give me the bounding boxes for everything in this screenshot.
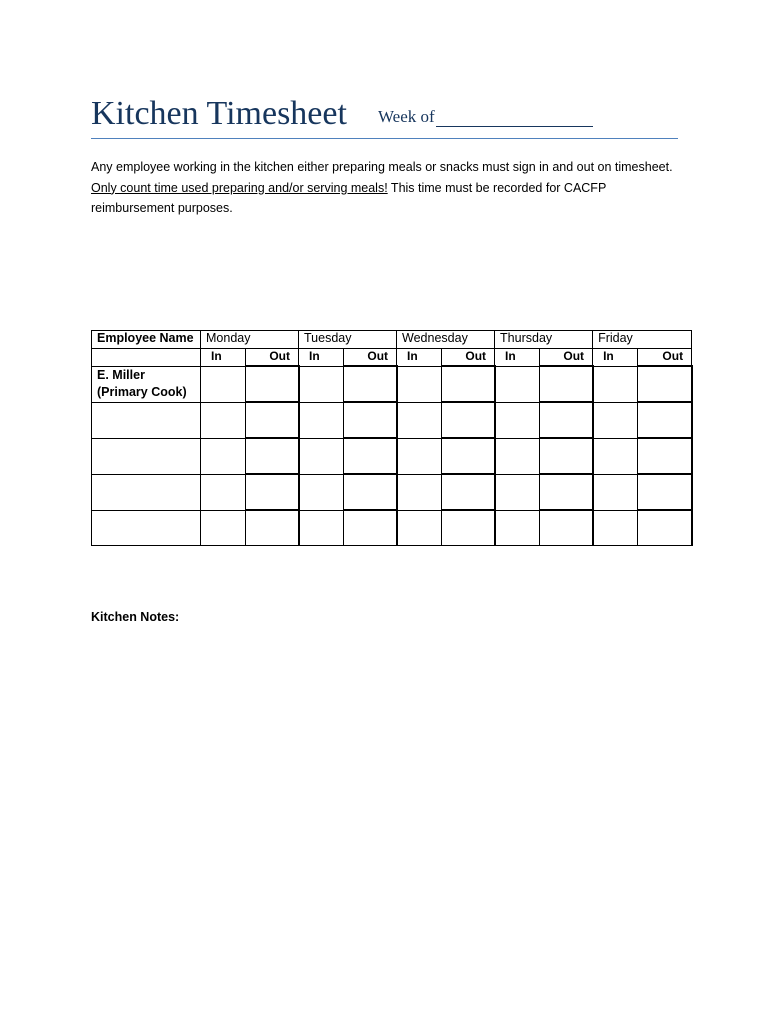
week-of-field [378, 107, 593, 127]
employee-name-header: Employee Name [92, 331, 201, 349]
blank-header-cell [92, 349, 201, 367]
time-out-cell[interactable] [638, 474, 692, 510]
time-out-cell[interactable] [246, 510, 299, 546]
time-out-cell[interactable] [246, 474, 299, 510]
time-in-cell[interactable] [397, 366, 442, 402]
timesheet-table [91, 330, 693, 546]
time-in-cell[interactable] [201, 474, 246, 510]
table-row [92, 402, 692, 438]
time-out-cell[interactable] [540, 510, 593, 546]
time-in-cell[interactable] [593, 438, 638, 474]
table-row [92, 474, 692, 510]
time-out-cell[interactable] [344, 510, 397, 546]
time-out-cell[interactable] [344, 438, 397, 474]
in-header: In [201, 349, 246, 367]
time-in-cell[interactable] [299, 510, 344, 546]
time-in-cell[interactable] [495, 510, 540, 546]
employee-name: E. Miller [97, 367, 145, 382]
time-out-cell[interactable] [442, 438, 495, 474]
time-out-cell[interactable] [344, 474, 397, 510]
time-in-cell[interactable] [201, 438, 246, 474]
week-of-blank-line[interactable] [436, 112, 593, 127]
time-in-cell[interactable] [201, 366, 246, 402]
time-out-cell[interactable] [442, 510, 495, 546]
time-out-cell[interactable] [442, 474, 495, 510]
time-out-cell[interactable] [344, 402, 397, 438]
page-title: Kitchen Timesheet [91, 95, 347, 132]
out-header: Out [442, 349, 495, 367]
time-out-cell[interactable] [442, 366, 495, 402]
instructions-paragraph [91, 157, 691, 219]
in-header: In [593, 349, 638, 367]
time-out-cell[interactable] [344, 366, 397, 402]
time-out-cell[interactable] [638, 366, 692, 402]
day-header-monday: Monday [201, 331, 299, 349]
time-in-cell[interactable] [299, 366, 344, 402]
out-header: Out [638, 349, 692, 367]
time-out-cell[interactable] [246, 402, 299, 438]
day-header-thursday: Thursday [495, 331, 593, 349]
out-header: Out [246, 349, 299, 367]
instructions-text-1: Any employee working in the kitchen either preparing meals or snacks must sign in and out on timesheet. [91, 160, 673, 174]
time-out-cell[interactable] [540, 402, 593, 438]
time-out-cell[interactable] [638, 438, 692, 474]
in-out-header-row [92, 349, 692, 367]
day-header-friday: Friday [593, 331, 692, 349]
table-row [92, 438, 692, 474]
time-in-cell[interactable] [397, 438, 442, 474]
time-out-cell[interactable] [540, 438, 593, 474]
instructions-text-2: This time must be recorded for CACFP reimbursement purposes. [91, 180, 607, 215]
time-in-cell[interactable] [593, 510, 638, 546]
employee-role: (Primary Cook) [97, 384, 187, 399]
employee-name-cell[interactable] [92, 366, 201, 402]
time-in-cell[interactable] [299, 474, 344, 510]
time-in-cell[interactable] [495, 438, 540, 474]
time-out-cell[interactable] [246, 366, 299, 402]
out-header: Out [540, 349, 593, 367]
time-in-cell[interactable] [495, 402, 540, 438]
table-row [92, 510, 692, 546]
out-header: Out [344, 349, 397, 367]
employee-name-cell[interactable] [92, 402, 201, 438]
document-header [91, 92, 678, 139]
employee-name-cell[interactable] [92, 438, 201, 474]
instructions-underlined-text: Only count time used preparing and/or serving meals! [91, 180, 388, 195]
time-out-cell[interactable] [442, 402, 495, 438]
in-header: In [397, 349, 442, 367]
time-out-cell[interactable] [246, 438, 299, 474]
week-of-label: Week of [378, 107, 435, 126]
kitchen-notes-label: Kitchen Notes: [91, 610, 180, 624]
table-row [92, 366, 692, 402]
time-out-cell[interactable] [638, 510, 692, 546]
time-in-cell[interactable] [495, 366, 540, 402]
day-header-tuesday: Tuesday [299, 331, 397, 349]
time-in-cell[interactable] [299, 438, 344, 474]
day-header-row [92, 331, 692, 349]
time-out-cell[interactable] [638, 402, 692, 438]
in-header: In [299, 349, 344, 367]
time-out-cell[interactable] [540, 474, 593, 510]
time-in-cell[interactable] [593, 366, 638, 402]
day-header-wednesday: Wednesday [397, 331, 495, 349]
time-out-cell[interactable] [540, 366, 593, 402]
time-in-cell[interactable] [495, 474, 540, 510]
time-in-cell[interactable] [201, 510, 246, 546]
in-header: In [495, 349, 540, 367]
time-in-cell[interactable] [299, 402, 344, 438]
time-in-cell[interactable] [397, 402, 442, 438]
time-in-cell[interactable] [201, 402, 246, 438]
time-in-cell[interactable] [397, 474, 442, 510]
time-in-cell[interactable] [593, 474, 638, 510]
employee-name-cell[interactable] [92, 510, 201, 546]
time-in-cell[interactable] [593, 402, 638, 438]
employee-name-cell[interactable] [92, 474, 201, 510]
time-in-cell[interactable] [397, 510, 442, 546]
